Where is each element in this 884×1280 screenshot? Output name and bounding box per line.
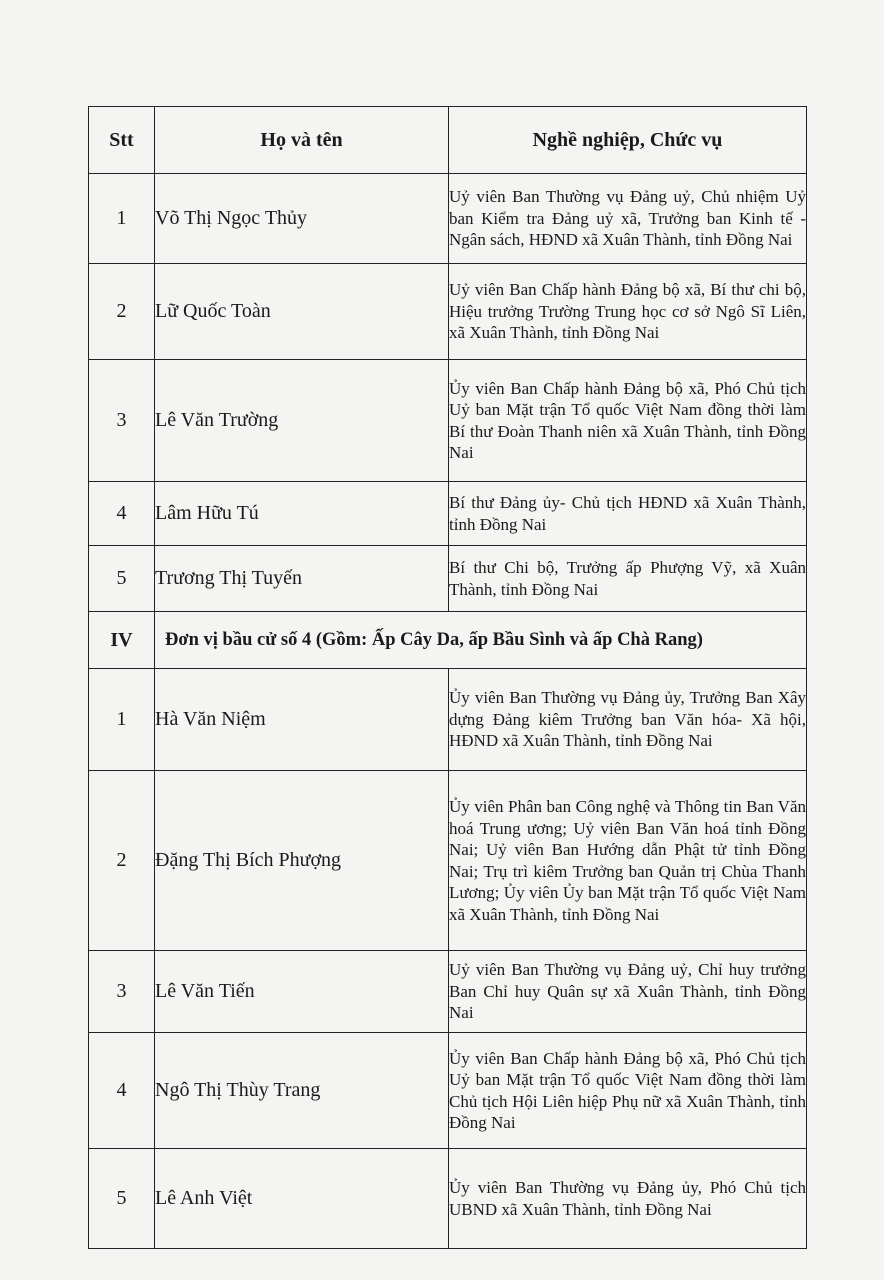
row-role: Ủy viên Ban Thường vụ Đảng ủy, Trưởng Ban Xây dựng Đảng kiêm Trưởng ban Văn hóa- Xã hội, HĐND xã Xuân Thành, tỉnh Đồng Nai	[449, 669, 807, 771]
table-row	[89, 669, 807, 771]
row-stt: 4	[89, 1033, 155, 1149]
table-row	[89, 482, 807, 546]
header-role: Nghề nghiệp, Chức vụ	[449, 107, 807, 174]
row-stt: 2	[89, 264, 155, 360]
section-row	[89, 612, 807, 669]
row-role: Ủy viên Phân ban Công nghệ và Thông tin Ban Văn hoá Trung ương; Uỷ viên Ban Văn hoá tỉnh Đồng Nai; Uỷ viên Ban Hướng dẫn Phật tử tỉnh Đồng Nai; Trụ trì kiêm Trưởng ban Quản trị Chùa Thanh Lương; Ủy viên Ủy ban Mặt trận Tổ quốc Việt Nam xã Xuân Thành, tỉnh Đồng Nai	[449, 771, 807, 951]
row-name: Hà Văn Niệm	[155, 669, 449, 771]
row-role: Bí thư Đảng ủy- Chủ tịch HĐND xã Xuân Thành, tỉnh Đồng Nai	[449, 482, 807, 546]
header-name: Họ và tên	[155, 107, 449, 174]
row-stt: 5	[89, 546, 155, 612]
row-role: Ủy viên Ban Chấp hành Đảng bộ xã, Phó Chủ tịch Uỷ ban Mặt trận Tổ quốc Việt Nam đồng thời làm Bí thư Đoàn Thanh niên xã Xuân Thành, tỉnh Đồng Nai	[449, 360, 807, 482]
row-name: Võ Thị Ngọc Thủy	[155, 174, 449, 264]
row-role: Uỷ viên Ban Thường vụ Đảng uỷ, Chỉ huy trưởng Ban Chỉ huy Quân sự xã Xuân Thành, tỉnh Đồng Nai	[449, 951, 807, 1033]
row-name: Lê Văn Tiến	[155, 951, 449, 1033]
row-stt: 1	[89, 669, 155, 771]
row-name: Đặng Thị Bích Phượng	[155, 771, 449, 951]
row-stt: 1	[89, 174, 155, 264]
section-number: IV	[89, 612, 155, 669]
table-row	[89, 360, 807, 482]
row-stt: 5	[89, 1149, 155, 1249]
row-role: Bí thư Chi bộ, Trưởng ấp Phượng Vỹ, xã Xuân Thành, tỉnh Đồng Nai	[449, 546, 807, 612]
candidate-table	[88, 106, 807, 1249]
row-role: Uỷ viên Ban Thường vụ Đảng uỷ, Chủ nhiệm Uỷ ban Kiểm tra Đảng uỷ xã, Trưởng ban Kinh tế - Ngân sách, HĐND xã Xuân Thành, tỉnh Đồng Nai	[449, 174, 807, 264]
row-name: Trương Thị Tuyến	[155, 546, 449, 612]
table-row	[89, 1033, 807, 1149]
row-role: Uỷ viên Ban Chấp hành Đảng bộ xã, Bí thư chi bộ, Hiệu trưởng Trường Trung học cơ sở Ngô Sĩ Liên, xã Xuân Thành, tỉnh Đồng Nai	[449, 264, 807, 360]
row-role: Ủy viên Ban Thường vụ Đảng ủy, Phó Chủ tịch UBND xã Xuân Thành, tỉnh Đồng Nai	[449, 1149, 807, 1249]
row-stt: 3	[89, 951, 155, 1033]
table-header-row	[89, 107, 807, 174]
row-name: Lữ Quốc Toàn	[155, 264, 449, 360]
row-name: Lâm Hữu Tú	[155, 482, 449, 546]
table-row	[89, 771, 807, 951]
row-name: Lê Văn Trường	[155, 360, 449, 482]
row-stt: 4	[89, 482, 155, 546]
row-stt: 3	[89, 360, 155, 482]
row-stt: 2	[89, 771, 155, 951]
table-row	[89, 1149, 807, 1249]
table-row	[89, 546, 807, 612]
table-row	[89, 174, 807, 264]
row-name: Ngô Thị Thùy Trang	[155, 1033, 449, 1149]
row-name: Lê Anh Việt	[155, 1149, 449, 1249]
table-row	[89, 264, 807, 360]
row-role: Ủy viên Ban Chấp hành Đảng bộ xã, Phó Chủ tịch Uỷ ban Mặt trận Tổ quốc Việt Nam đồng thời làm Chủ tịch Hội Liên hiệp Phụ nữ xã Xuân Thành, tỉnh Đồng Nai	[449, 1033, 807, 1149]
section-title: Đơn vị bầu cử số 4 (Gồm: Ấp Cây Da, ấp Bầu Sình và ấp Chà Rang)	[155, 612, 807, 669]
table-row	[89, 951, 807, 1033]
header-stt: Stt	[89, 107, 155, 174]
